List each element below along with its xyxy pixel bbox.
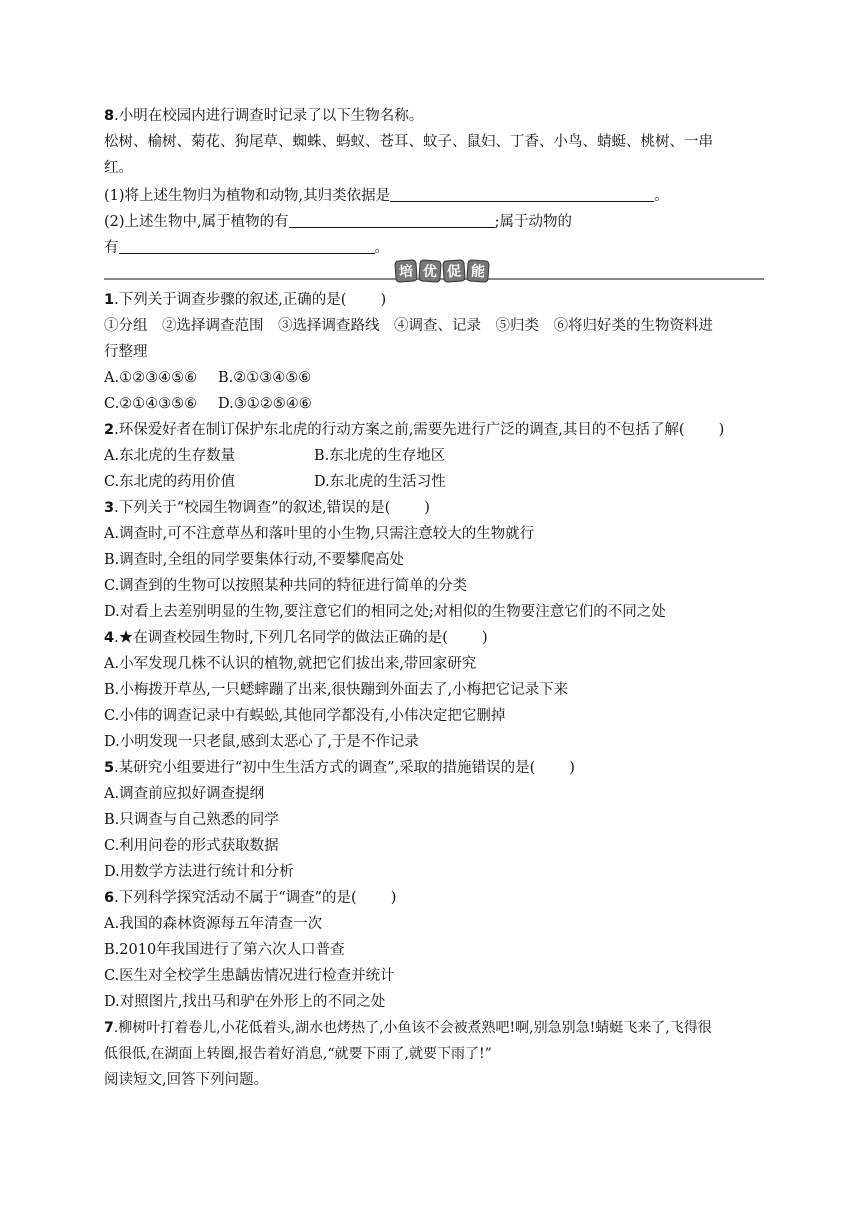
option-b[interactable]: B.小梅拨开草丛,一只蟋蟀蹦了出来,很快蹦到外面去了,小梅把它记录下来 xyxy=(104,682,569,698)
answer-blank[interactable] xyxy=(119,239,375,254)
option-d[interactable]: D.小明发现一只老鼠,感到太恶心了,于是不作记录 xyxy=(104,734,419,750)
option-c[interactable]: C.小伟的调查记录中有蜈蚣,其他同学都没有,小伟决定把它删掉 xyxy=(104,708,506,724)
option-a[interactable]: A.我国的森林资源每五年清查一次 xyxy=(104,916,323,932)
option-b[interactable]: B.调查时,全组的同学要集体行动,不要攀爬高处 xyxy=(104,552,404,568)
option-b[interactable]: B.东北虎的生存地区 xyxy=(314,448,446,464)
q2-options-ab xyxy=(104,446,445,466)
option-d[interactable]: D.用数学方法进行统计和分析 xyxy=(104,864,294,880)
section-banner xyxy=(104,260,764,286)
answer-blank[interactable] xyxy=(289,213,495,228)
q8-sub2-cont: 有 。 xyxy=(104,240,389,256)
q8-sub2: (2)上述生物中,属于植物的有 ;属于动物的 xyxy=(104,214,573,230)
q7-passage-line2: 低很低,在湖面上转圈,报告着好消息,“就要下雨了,就要下雨了!” xyxy=(104,1046,492,1062)
q7-instruction: 阅读短文,回答下列问题。 xyxy=(104,1072,269,1088)
q1-steps-line2: 行整理 xyxy=(104,344,148,360)
option-c[interactable]: C.医生对全校学生患龋齿情况进行检查并统计 xyxy=(104,968,395,984)
q3-stem: 3.下列关于“校园生物调查”的叙述,错误的是( ) xyxy=(104,500,430,516)
answer-blank[interactable] xyxy=(390,187,654,202)
option-c[interactable]: C.东北虎的药用价值 xyxy=(104,474,236,490)
option-a[interactable]: A.东北虎的生存数量 xyxy=(104,448,236,464)
q7-passage-line1: 7.柳树叶打着卷儿,小花低着头,湖水也烤热了,小鱼该不会被煮熟吧!啊,别急别急!蜻蜓飞来了,飞得很 xyxy=(104,1020,712,1036)
q8-sub1: (1)将上述生物归为植物和动物,其归类依据是 。 xyxy=(104,188,669,204)
option-d[interactable]: D.对看上去差别明显的生物,要注意它们的相同之处;对相似的生物要注意它们的不同之处 xyxy=(104,604,666,620)
option-d[interactable]: D.对照图片,找出马和驴在外形上的不同之处 xyxy=(104,994,386,1010)
option-c[interactable]: C.②①④③⑤⑥ xyxy=(104,396,198,412)
q6-stem: 6.下列科学探究活动不属于“调查”的是( ) xyxy=(104,890,397,906)
q2-options-cd xyxy=(104,472,446,492)
option-b[interactable]: B.②①③④⑤⑥ xyxy=(218,370,312,386)
q8-list-line2: 红。 xyxy=(104,160,133,176)
q5-stem: 5.某研究小组要进行“初中生生活方式的调查”,采取的措施错误的是( ) xyxy=(104,760,575,776)
q1-steps-line1: ①分组 ②选择调查范围 ③选择调查路线 ④调查、记录 ⑤归类 ⑥将归好类的生物资料进 xyxy=(104,318,713,334)
q1-options-cd xyxy=(104,394,312,414)
q1-stem: 1.下列关于调查步骤的叙述,正确的是( ) xyxy=(104,292,387,308)
option-a[interactable]: A.调查时,可不注意草丛和落叶里的小生物,只需注意较大的生物就行 xyxy=(104,526,535,542)
option-a[interactable]: A.小军发现几株不认识的植物,就把它们拔出来,带回家研究 xyxy=(104,656,477,672)
option-b[interactable]: B.2010年我国进行了第六次人口普查 xyxy=(104,942,345,958)
option-c[interactable]: C.调查到的生物可以按照某种共同的特征进行简单的分类 xyxy=(104,578,468,594)
banner-title: 培 优 促 能 xyxy=(382,260,502,282)
option-d[interactable]: D.③①②⑤④⑥ xyxy=(218,396,312,412)
q2-stem: 2.环保爱好者在制订保护东北虎的行动方案之前,需要先进行广泛的调查,其目的不包括了解( ) xyxy=(104,422,725,438)
option-c[interactable]: C.利用问卷的形式获取数据 xyxy=(104,838,279,854)
option-b[interactable]: B.只调查与自己熟悉的同学 xyxy=(104,812,279,828)
option-a[interactable]: A.①②③④⑤⑥ xyxy=(104,370,198,386)
q8-list-line1: 松树、榆树、菊花、狗尾草、蜘蛛、蚂蚁、苍耳、蚊子、鼠妇、丁香、小鸟、蜻蜓、桃树、一串 xyxy=(104,134,713,150)
q8-stem: 8.小明在校园内进行调查时记录了以下生物名称。 xyxy=(104,108,424,124)
q1-options-ab xyxy=(104,368,311,388)
option-d[interactable]: D.东北虎的生活习性 xyxy=(314,474,446,490)
q4-stem: 4.★在调查校园生物时,下列几名同学的做法正确的是( ) xyxy=(104,630,488,646)
option-a[interactable]: A.调查前应拟好调查提纲 xyxy=(104,786,265,802)
